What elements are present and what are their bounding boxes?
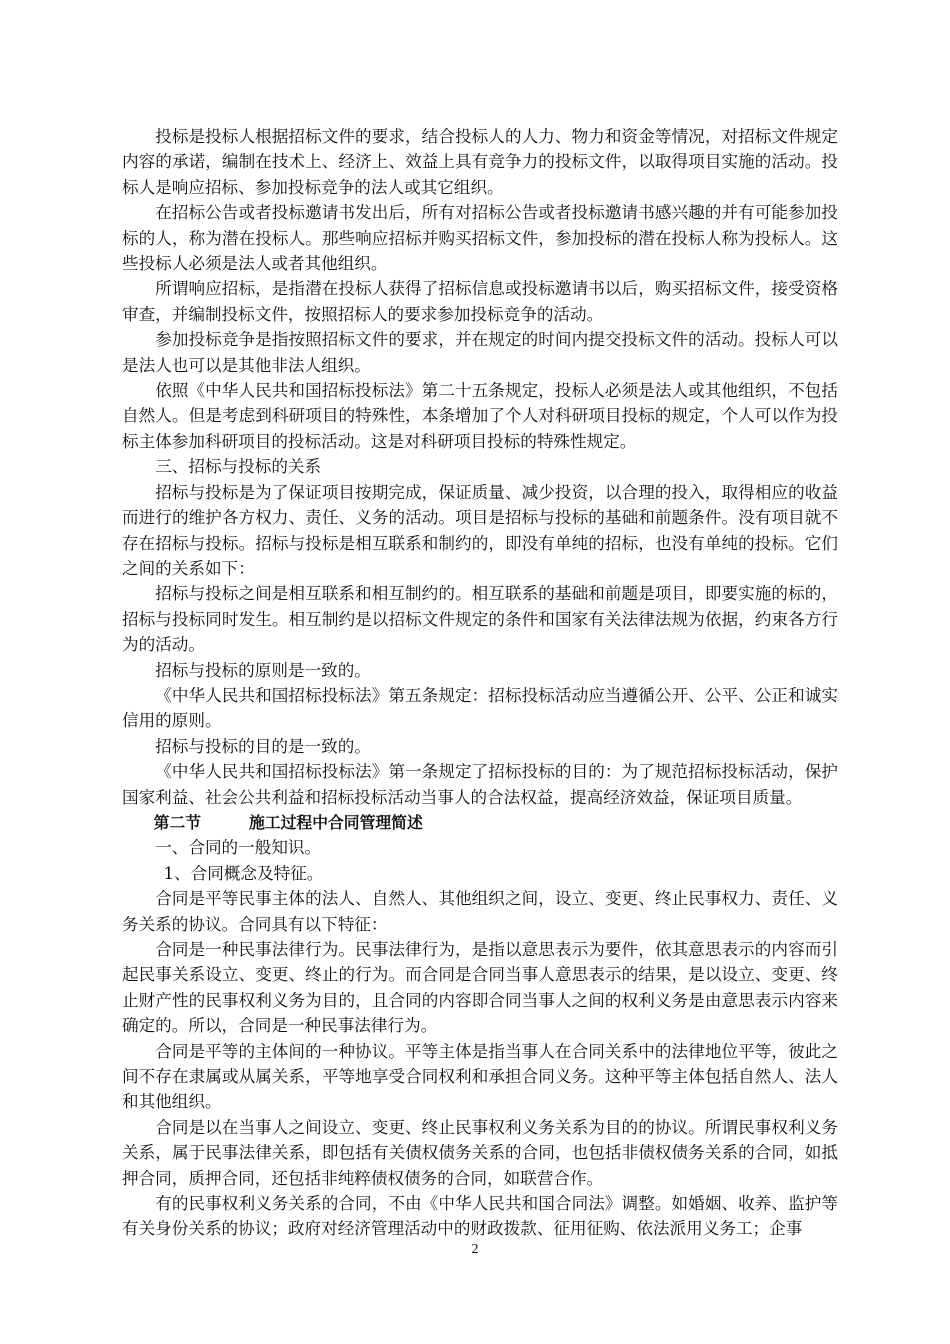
section-number: 第二节 <box>153 812 201 832</box>
paragraph: 《中华人民共和国招标投标法》第五条规定：招标投标活动应当遵循公开、公平、公正和诚实信用的原则。 <box>122 685 838 731</box>
paragraph: 在招标公告或者投标邀请书发出后，所有对招标公告或者投标邀请书感兴趣的并有可能参加投标的人，称为潜在投标人。那些响应招标并购买招标文件，参加投标的潜在投标人称为投标人。这些投标人必须是法人或者其他组织。 <box>122 203 838 274</box>
paragraph: 招标与投标是为了保证项目按期完成，保证质量、减少投资，以合理的投入，取得相应的收益而进行的维护各方权力、责任、义务的活动。项目是招标与投标的基础和前题条件。没有项目就不存在招标与投标。招标与投标是相互联系和制约的，即没有单纯的招标，也没有单纯的投标。它们之间的关系如下： <box>122 482 838 578</box>
paragraph: 参加投标竞争是指按照招标文件的要求，并在规定的时间内提交投标文件的活动。投标人可以是法人也可以是其他非法人组织。 <box>122 330 838 375</box>
paragraph: 合同是平等的主体间的一种协议。平等主体是指当事人在合同关系中的法律地位平等，彼此之间不存在隶属或从属关系，平等地享受合同权利和承担合同义务。这种平等主体包括自然人、法人和其他组织。 <box>122 1041 838 1112</box>
page-number: 2 <box>471 1242 479 1257</box>
subheading: 一、合同的一般知识。 <box>155 838 322 858</box>
subheading: 1、合同概念及特征。 <box>163 863 324 883</box>
paragraph: 合同是一种民事法律行为。民事法律行为，是指以意思表示为要件，依其意思表示的内容而引起民事关系设立、变更、终止的行为。而合同是合同当事人意思表示的结果，是以设立、变更、终止财产性的民事权利义务为目的，且合同的内容即合同当事人之间的权利义务是由意思表示内容来确定的。所以，合同是一种民事法律行为。 <box>122 940 838 1036</box>
section-heading <box>122 810 838 835</box>
paragraph: 招标与投标的原则是一致的。 <box>155 660 371 680</box>
paragraph: 招标与投标之间是相互联系和相互制约的。相互联系的基础和前题是项目，即要实施的标的，招标与投标同时发生。相互制约是以招标文件规定的条件和国家有关法律法规为依据，约束各方行为的活动。 <box>122 584 838 655</box>
paragraph: 合同是以在当事人之间设立、变更、终止民事权利义务关系为目的的协议。所谓民事权利义务关系，属于民事法律关系，即包括有关债权债务关系的合同，也包括非债权债务关系的合同，如抵押合同，质押合同，还包括非纯粹债权债务的合同，如联营合作。 <box>122 1117 838 1188</box>
paragraph: 所谓响应招标，是指潜在投标人获得了招标信息或投标邀请书以后，购买招标文件，接受资格审查，并编制投标文件，按照招标人的要求参加投标竞争的活动。 <box>122 279 838 324</box>
section-title: 施工过程中合同管理简述 <box>249 812 423 832</box>
paragraph: 《中华人民共和国招标投标法》第一条规定了招标投标的目的：为了规范招标投标活动，保护国家利益、社会公共利益和招标投标活动当事人的合法权益，提高经济效益，保证项目质量。 <box>122 762 838 807</box>
document-body <box>122 124 838 1242</box>
paragraph: 依照《中华人民共和国招标投标法》第二十五条规定，投标人必须是法人或其他组织，不包括自然人。但是考虑到科研项目的特殊性，本条增加了个人对科研项目投标的规定，个人可以作为投标主体参加科研项目的投标活动。这是对科研项目投标的特殊性规定。 <box>122 381 838 451</box>
subheading: 三、招标与投标的关系 <box>155 457 322 477</box>
paragraph: 招标与投标的目的是一致的。 <box>155 736 371 756</box>
paragraph: 合同是平等民事主体的法人、自然人、其他组织之间，设立、变更、终止民事权力、责任、义务关系的协议。合同具有以下特征： <box>122 889 838 934</box>
paragraph: 有的民事权利义务关系的合同，不由《中华人民共和国合同法》调整。如婚姻、收养、监护等有关身份关系的协议；政府对经济管理活动中的财政拨款、征用征购、依法派用义务工；企事 <box>122 1194 838 1239</box>
paragraph: 投标是投标人根据招标文件的要求，结合投标人的人力、物力和资金等情况，对招标文件规定内容的承诺，编制在技术上、经济上、效益上具有竞争力的投标文件，以取得项目实施的活动。投标人是响应招标、参加投标竞争的法人或其它组织。 <box>122 127 838 197</box>
